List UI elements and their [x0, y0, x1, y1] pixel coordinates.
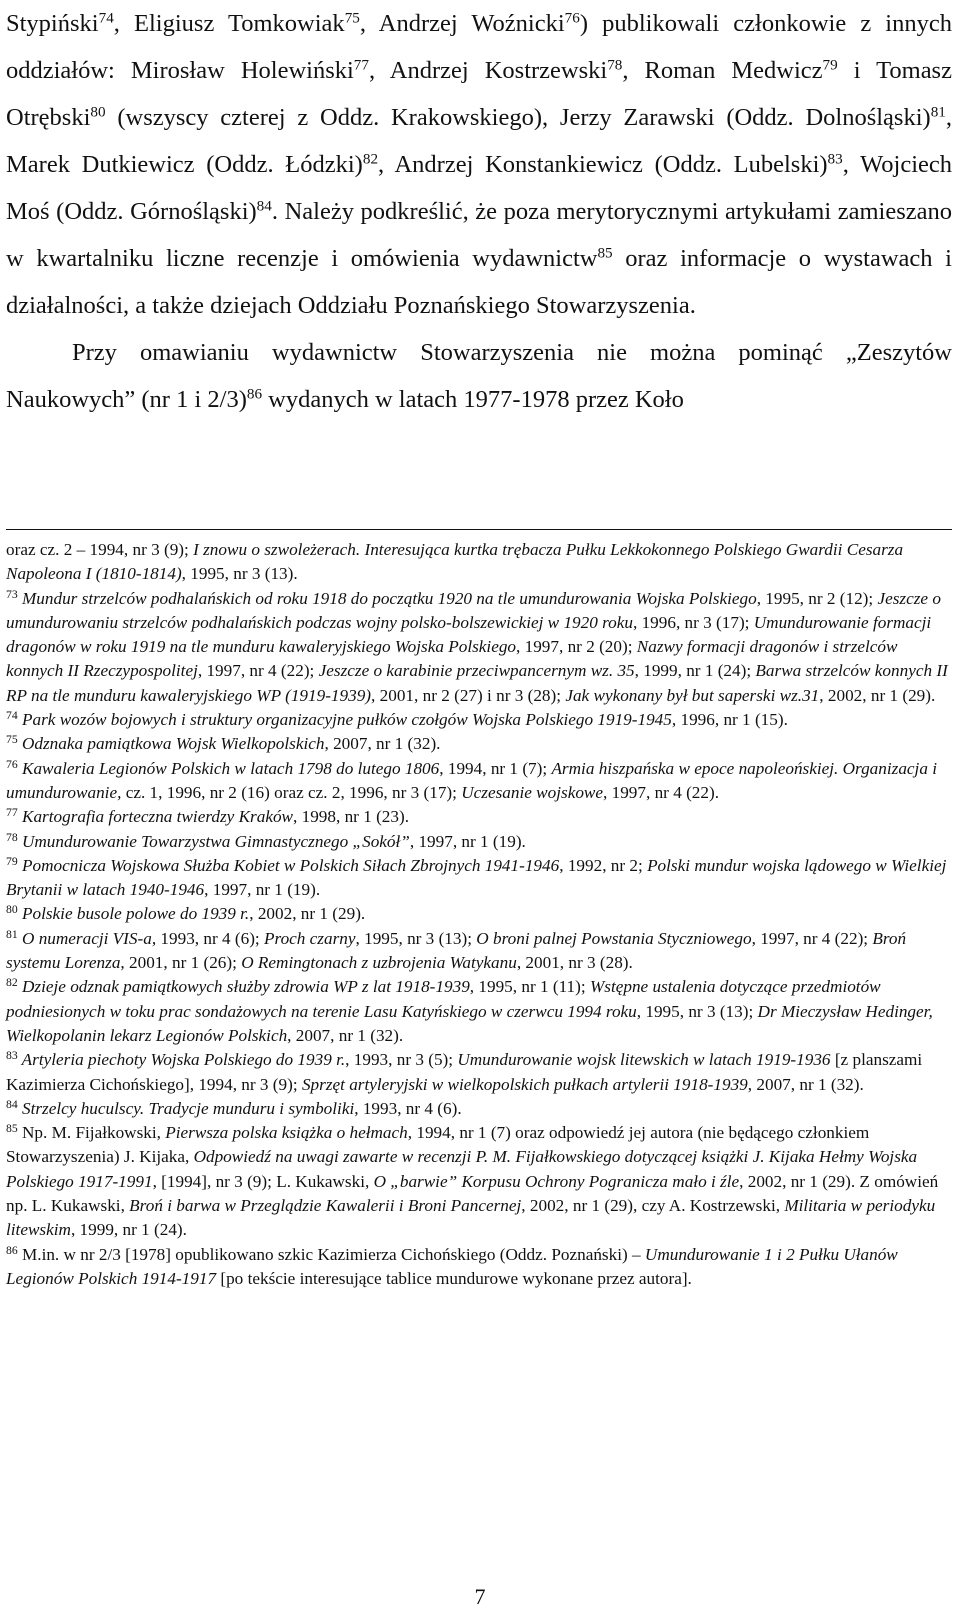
- footnote-ref[interactable]: 74: [98, 9, 114, 27]
- footnote-number: 77: [6, 806, 18, 820]
- footnotes: [6, 538, 952, 1291]
- footnote-82: $^{82}$ Dzieje odznak pamiątkowych służby zdrowia WP z lat 1918-1939, 1995, nr 1 (11); Wstępne ustalenia dotyczące przedmiotów podniesionych w toku prac sondażowych na terenie Lasu Katyńskiego w czerwcu 1994 roku, 1995, nr 3 (13); Dr Mieczysław Hedinger, Wielkopolanin lekarz Legionów Polskich, 2007, nr 1 (32).: [6, 976, 933, 1045]
- footnote-79: $^{79}$ Pomocnicza Wojskowa Służba Kobiet w Polskich Siłach Zbrojnych 1941-1946, 1992, nr 2; Polski mundur wojska lądowego w Wielkiej Brytanii w latach 1940-1946, 1997, nr 1 (19).: [6, 855, 947, 900]
- footnote-83: $^{83}$ Artyleria piechoty Wojska Polskiego do 1939 r., 1993, nr 3 (5); Umundurowanie wojsk litewskich w latach 1919-1936 [z planszami Kazimierza Cichońskiego], 1994, nr 3 (9); Sprzęt artyleryjski w wielkopolskich pułkach artylerii 1918-1939, 2007, nr 1 (32).: [6, 1049, 923, 1094]
- footnote-86: $^{86}$ M.in. w nr 2/3 [1978] opublikowano szkic Kazimierza Cichońskiego (Oddz. Poznański) – Umundurowanie 1 i 2 Pułku Ułanów Legionów Polskich 1914-1917 [po tekście interesujące tablice mundurowe wykonane przez autora].: [6, 1243, 898, 1288]
- footnote-ref[interactable]: 78: [607, 56, 623, 74]
- footnote-number: 78: [6, 830, 18, 844]
- footnote-number: 83: [6, 1049, 18, 1063]
- footnote-number: 84: [6, 1097, 18, 1111]
- footnote-number: 85: [6, 1122, 18, 1136]
- footnote-number: 74: [6, 709, 18, 723]
- footnote-77: $^{77}$ Kartografia forteczna twierdzy Kraków, 1998, nr 1 (23).: [6, 806, 410, 827]
- footnote-ref[interactable]: 86: [246, 385, 263, 403]
- footnote-76: $^{76}$ Kawaleria Legionów Polskich w latach 1798 do lutego 1806, 1994, nr 1 (7); Armia hiszpańska w epoce napoleońskiej. Organizacja i umundurowanie, cz. 1, 1996, nr 2 (16) oraz cz. 2, 1996, nr 3 (17); Uczesanie wojskowe, 1997, nr 4 (22).: [6, 757, 937, 802]
- footnote-74: $^{74}$ Park wozów bojowych i struktury organizacyjne pułków czołgów Wojska Polskiego 1919-1945, 1996, nr 1 (15).: [6, 709, 788, 730]
- footnote-ref[interactable]: 76: [564, 9, 580, 27]
- footnote-ref[interactable]: 80: [90, 103, 106, 121]
- footnote-80: $^{80}$ Polskie busole polowe do 1939 r., 2002, nr 1 (29).: [6, 903, 366, 924]
- footnote-ref[interactable]: 81: [930, 103, 946, 121]
- footnote-78: $^{78}$ Umundurowanie Towarzystwa Gimnastycznego „Sokół”, 1997, nr 1 (19).: [6, 830, 526, 851]
- footnote-ref[interactable]: 82: [362, 150, 379, 168]
- footnote-separator: [6, 529, 952, 530]
- footnote-number: 86: [6, 1243, 18, 1257]
- paragraph-2: Przy omawianiu wydawnictw Stowarzyszenia nie można pominąć „Zeszytów Naukowych” (nr 1 i 2/3)$^{86}$ wydanych w latach 1977-1978 przez Koło: [6, 339, 952, 413]
- footnote-ref[interactable]: 79: [822, 56, 838, 74]
- footnote-number: 79: [6, 855, 18, 869]
- footnote-number: 73: [6, 587, 18, 601]
- footnote-continuation: oraz cz. 2 – 1994, nr 3 (9); I znowu o szwoleżerach. Interesująca kurtka trębacza Pułku Lekkokonnego Polskiego Gwardii Cesarza Napoleona I (1810-1814), 1995, nr 3 (13).: [6, 540, 904, 584]
- footnote-ref[interactable]: 83: [827, 150, 843, 168]
- footnote-ref[interactable]: 85: [597, 244, 613, 262]
- footnote-81: $^{81}$ O numeracji VIS-a, 1993, nr 4 (6); Proch czarny, 1995, nr 3 (13); O broni palnej Powstania Styczniowego, 1997, nr 4 (22); Broń systemu Lorenza, 2001, nr 1 (26); O Remingtonach z uzbrojenia Watykanu, 2001, nr 3 (28).: [6, 927, 907, 973]
- footnote-73: $^{73}$ Mundur strzelców podhalańskich od roku 1918 do początku 1920 na tle umundurowania Wojska Polskiego, 1995, nr 2 (12); Jeszcze o umundurowaniu strzelców podhalańskich podczas wojny polsko-bolszewickiej w 1920 roku, 1996, nr 3 (17); Umundurowanie formacji dragonów w roku 1919 na tle munduru kawaleryjskiego Wojska Polskiego, 1997, nr 2 (20); Nazwy formacji dragonów i strzelców konnych II Rzeczypospolitej, 1997, nr 4 (22); Jeszcze o karabinie przeciwpancernym wz. 35, 1999, nr 1 (24); Barwa strzelców konnych II RP na tle munduru kawaleryjskiego WP (1919-1939), 2001, nr 2 (27) i nr 3 (28); Jak wykonany był but saperski wz.31, 2002, nr 1 (29).: [6, 587, 948, 705]
- footnote-84: $^{84}$ Strzelcy huculscy. Tradycje munduru i symboliki, 1993, nr 4 (6).: [6, 1097, 462, 1118]
- footnote-ref[interactable]: 75: [344, 9, 360, 27]
- main-text: [6, 0, 952, 423]
- footnote-number: 76: [6, 757, 18, 771]
- page-number: 7: [474, 1584, 486, 1609]
- footnote-number: 80: [6, 903, 18, 917]
- footnote-ref[interactable]: 84: [256, 197, 272, 215]
- footnote-ref[interactable]: 77: [353, 56, 369, 74]
- footnote-75: $^{75}$ Odznaka pamiątkowa Wojsk Wielkopolskich, 2007, nr 1 (32).: [6, 733, 441, 754]
- paragraph-1: Stypiński$^{74}$, Eligiusz Tomkowiak$^{75}$, Andrzej Woźnicki$^{76}$) publikowali członkowie z innych oddziałów: Mirosław Holewiński$^{77}$, Andrzej Kostrzewski$^{78}$, Roman Medwicz$^{79}$ i Tomasz Otrębski$^{80}$ (wszyscy czterej z Oddz. Krakowskiego), Jerzy Zarawski (Oddz. Dolnośląski)$^{81}$, Marek Dutkiewicz (Oddz. Łódzki)$^{82}$, Andrzej Konstankiewicz (Oddz. Lubelski)$^{83}$, Wojciech Moś (Oddz. Górnośląski)$^{84}$. Należy podkreślić, że poza merytorycznymi artykułami zamieszano w kwartalniku liczne recenzje i omówienia wydawnictw$^{85}$ oraz informacje o wystawach i działalności, a także dziejach Oddziału Poznańskiego Stowarzyszenia.: [6, 9, 952, 319]
- footnote-85: $^{85}$ Np. M. Fijałkowski, Pierwsza polska książka o hełmach, 1994, nr 1 (7) oraz odpowiedź jej autora (nie będącego członkiem Stowarzyszenia) J. Kijaka, Odpowiedź na uwagi zawarte w recenzji P. M. Fijałkowskiego dotyczącej książki J. Kijaka Hełmy Wojska Polskiego 1917-1991, [1994], nr 3 (9); L. Kukawski, O „barwie” Korpusu Ochrony Pogranicza mało i źle, 2002, nr 1 (29). Z omówień np. L. Kukawski, Broń i barwa w Przeglądzie Kawalerii i Broni Pancernej, 2002, nr 1 (29), czy A. Kostrzewski, Militaria w periodyku litewskim, 1999, nr 1 (24).: [6, 1122, 939, 1240]
- footnote-number: 75: [6, 733, 18, 747]
- footnote-number: 81: [6, 927, 18, 941]
- footnote-number: 82: [6, 976, 18, 990]
